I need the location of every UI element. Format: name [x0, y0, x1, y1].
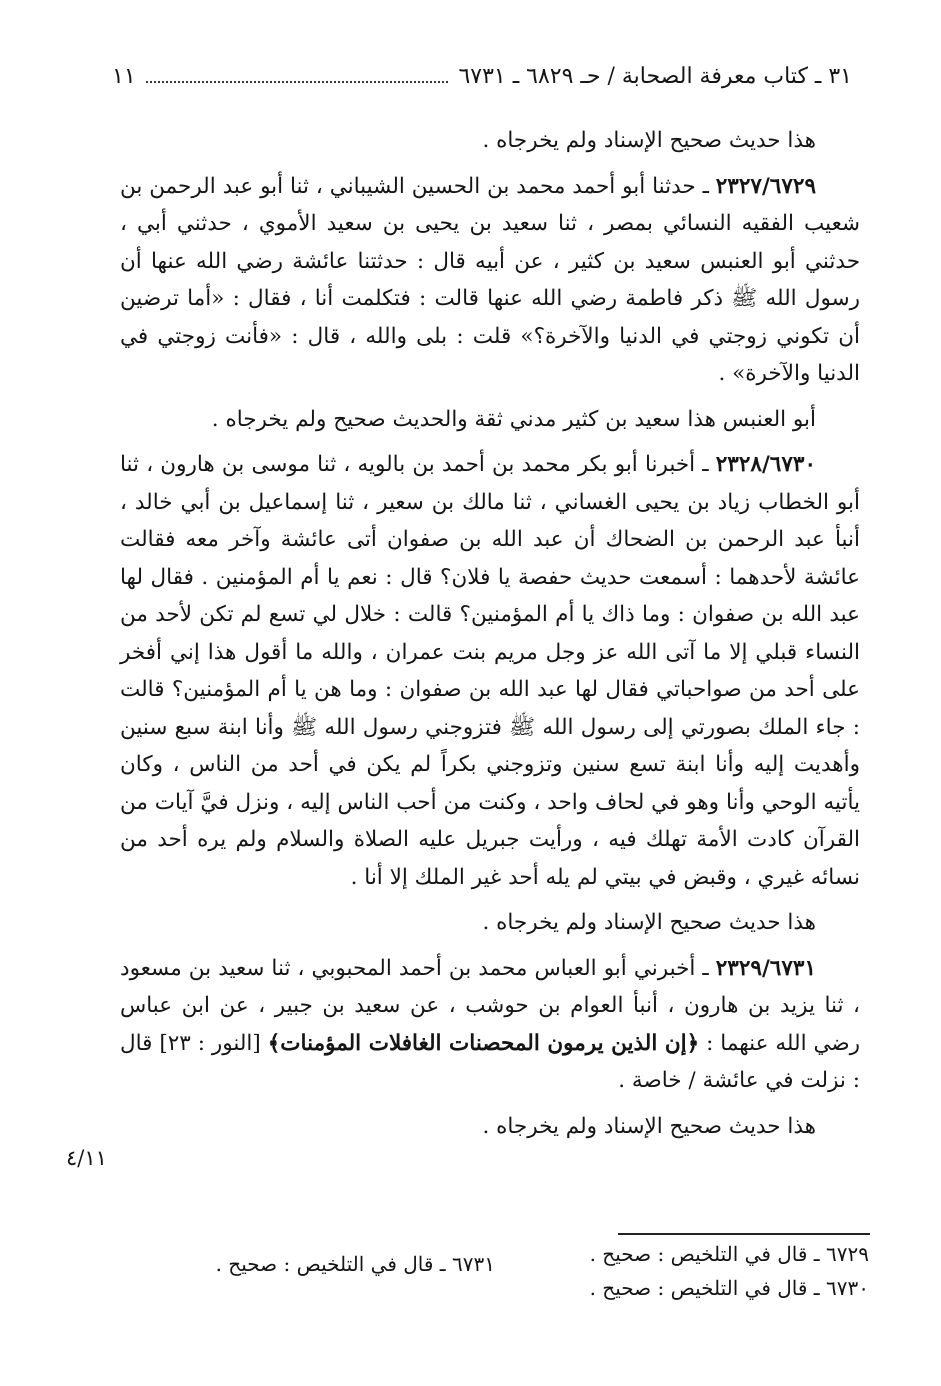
footnote-6730: ٦٧٣٠ ـ قال في التلخيص : صحيح . [589, 1276, 869, 1300]
verdict-line: هذا حديث صحيح الإسناد ولم يخرجاه . [482, 128, 816, 153]
hadith-6729 [120, 168, 860, 393]
hadith-6731 [120, 950, 860, 1100]
margin-reference: ٤/١١ [66, 1146, 107, 1170]
hadith-6730 [120, 446, 860, 896]
hadith-number: ٢٣٢٩/٦٧٣١ [715, 955, 816, 981]
hadith-text: ـ حدثنا أبو أحمد محمد بن الحسين الشيباني ، ثنا أبو عبد الرحمن بن شعيب الفقيه النسائي بمصر ، ثنا سعيد بن يحيى بن سعيد الأموي ، حدثني أبي ، حدثني أبو العنبس سعيد بن كثير ، عن أبيه قال : حدثتنا عائشة رضي الله عنها أن رسول الله ﷺ ذكر فاطمة رضي الله عنها قالت : فتكلمت أنا ، فقال : «أما ترضين أن تكوني زوجتي في الدنيا والآخرة؟» قلت : بلى والله ، قال : «فأنت زوجتي في الدنيا والآخرة» . [120, 173, 860, 386]
page-body [120, 122, 860, 1153]
verdict-line: هذا حديث صحيح الإسناد ولم يخرجاه . [482, 910, 816, 935]
hadith-text-end: [النور : ٢٣] قال : نزلت في عائشة / خاصة . [120, 1030, 860, 1093]
narrator-note: أبو العنبس هذا سعيد بن كثير مدني ثقة والحديث صحيح ولم يخرجاه . [211, 406, 816, 432]
hadith-number: ٢٣٢٨/٦٧٣٠ [715, 452, 816, 477]
header-leader-dots [146, 81, 449, 83]
footnote-6729: ٦٧٢٩ ـ قال في التلخيص : صحيح . [589, 1242, 869, 1266]
hadith-text: ـ أخبرنا أبو بكر محمد بن أحمد بن بالويه ، ثنا موسى بن هارون ، ثنا أبو الخطاب زياد بن يحيى الغساني ، ثنا مالك بن سعير ، ثنا إسماعيل بن أبي خالد ، أنبأ عبد الرحمن بن الضحاك أن عبد الله بن صفوان أتى عائشة وآخر معه فقالت عائشة لأحدهما : أسمعت حديث حفصة يا فلان؟ قال : نعم يا أم المؤمنين . فقال لها عبد الله بن صفوان : وما ذاك يا أم المؤمنين؟ قالت : خلال لي تسع لم تكن لأحد من النساء قبلي إلا ما آتى الله عز وجل مريم بنت عمران ، والله ما أقول هذا إني أفخر على أحد من صواحباتي فقال لها عبد الله بن صفوان : وما هن يا أم المؤمنين؟ قالت : جاء الملك بصورتي إلى رسول الله ﷺ فتزوجني رسول الله ﷺ وأنا ابنة سبع سنين وأهديت إليه وأنا ابنة تسع سنين وتزوجني بكراً لم يكن في أحد من الناس ، وكان يأتيه الوحي وأنا وهو في لحاف واحد ، وكنت من أحب الناس إليه ، ونزل فيَّ آيات من القرآن كادت الأمة تهلك فيه ، ورأيت جبريل عليه الصلاة والسلام ولم يره أحد من نسائه غيري ، وقبض في بيتي لم يله أحد غير الملك إلا أنا . [120, 452, 860, 890]
footnote-rule [618, 1233, 870, 1235]
verdict-line: هذا حديث صحيح الإسناد ولم يخرجاه . [482, 1113, 816, 1139]
header-title: ٣١ ـ كتاب معرفة الصحابة / حـ ٦٨٢٩ ـ ٦٧٣١ [458, 64, 852, 89]
page-number: ١١ [112, 64, 136, 89]
running-header [112, 64, 852, 89]
footnote-6731: ٦٧٣١ ـ قال في التلخيص : صحيح . [215, 1252, 495, 1276]
hadith-text: ـ أخبرني أبو العباس محمد بن أحمد المحبوبي ، ثنا سعيد بن مسعود ، ثنا يزيد بن هارون ، أنبأ العوام بن حوشب ، عن سعيد بن جبير ، عن ابن عباس رضي الله عنهما : [120, 955, 861, 1056]
quran-verse: ﴿إن الذين يرمون المحصنات الغافلات المؤمنات﴾ [267, 1030, 700, 1056]
hadith-number: ٢٣٢٧/٦٧٢٩ [715, 173, 816, 199]
